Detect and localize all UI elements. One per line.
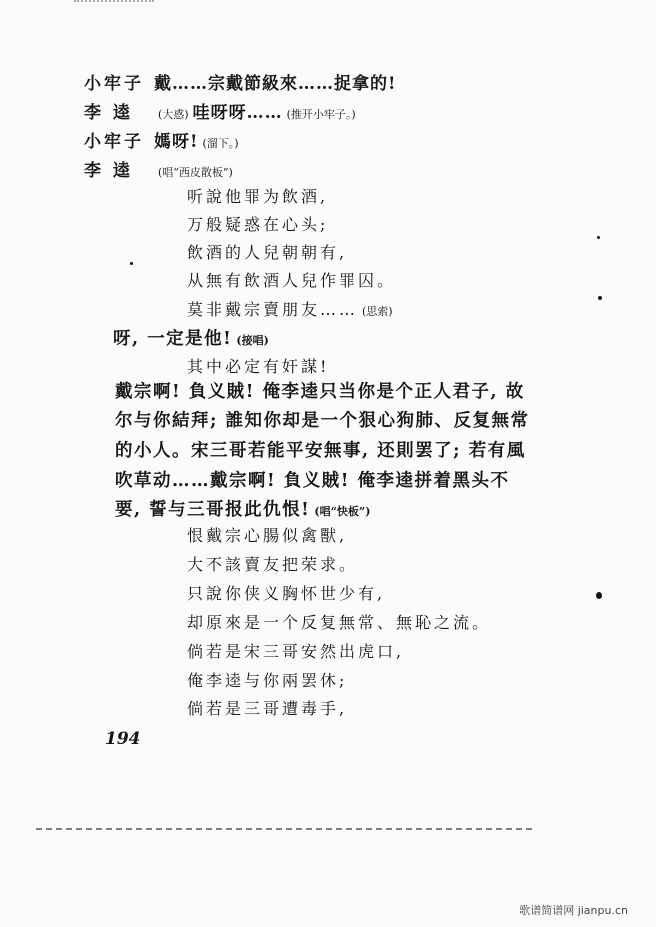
stage-direction: (思索) — [362, 305, 393, 318]
dialogue-line — [113, 328, 273, 352]
stage-direction: (推开小牢子。) — [286, 108, 356, 121]
dialogue-text: 哇呀呀…… — [192, 103, 283, 123]
speaker-name: 小牢子 — [84, 74, 144, 94]
verse-line: 从無有飲酒人兒作罪囚。 — [187, 271, 397, 290]
dialogue-line — [84, 73, 396, 95]
stage-direction: (唱“快板”) — [314, 505, 371, 518]
scan-speck — [130, 262, 133, 265]
verse-line: 万般疑惑在心头; — [187, 215, 329, 234]
dialogue-line — [84, 102, 360, 126]
verse-text: 莫非戴宗賣朋友…… — [187, 300, 359, 319]
scan-artifact — [74, 0, 154, 8]
verse-line — [187, 299, 397, 323]
dialogue-line — [84, 160, 237, 184]
prose-line: 尔与你結拜; 誰知你却是一个狠心狗肺、反复無常 — [115, 411, 530, 431]
dialogue-text: 戴……宗戴節級來……捉拿的! — [154, 74, 397, 94]
prose-line: 吹草动……戴宗啊! 負义賊! 俺李逵拼着黑头不 — [115, 471, 510, 491]
scan-speck — [598, 296, 602, 300]
dialogue-text: 媽呀! — [154, 132, 199, 152]
stage-direction: (接唱) — [236, 334, 269, 347]
stage-direction: (溜下。) — [202, 137, 239, 150]
verse-line: 只說你侠义胸怀世少有, — [187, 584, 386, 603]
verse-line: 俺李逵与你兩罢休; — [187, 671, 348, 690]
prose-line — [115, 499, 374, 523]
dialogue-line — [84, 131, 243, 155]
stage-direction: (唱“西皮散板”) — [158, 166, 233, 179]
speaker-name: 李 逵 — [84, 161, 133, 181]
scan-speck — [596, 592, 602, 599]
scan-speck — [597, 236, 600, 239]
page-number: 194 — [105, 729, 141, 749]
verse-line: 倘若是三哥遭毒手, — [187, 699, 348, 718]
speaker-name: 李 逵 — [84, 103, 133, 123]
dialogue-text: 呀, 一定是他! — [113, 329, 233, 349]
prose-line: 的小人。宋三哥若能平安無事, 还則罢了; 若有風 — [115, 441, 526, 461]
stage-direction: (大惑) — [158, 108, 189, 121]
verse-line: 大不該賣友把荣求。 — [187, 555, 359, 574]
speaker-name: 小牢子 — [84, 132, 144, 152]
prose-text: 要, 誓与三哥报此仇恨! — [115, 500, 311, 520]
verse-line: 却原來是一个反复無常、無恥之流。 — [187, 613, 492, 632]
prose-line: 戴宗啊! 負义賊! 俺李逵只当你是个正人君子, 故 — [115, 382, 525, 402]
verse-line: 其中必定有奸謀! — [187, 357, 330, 376]
verse-line: 听說他罪为飲酒, — [187, 187, 329, 206]
verse-line: 倘若是宋三哥安然出虎口, — [187, 642, 405, 661]
watermark: 歌谱简谱网 jianpu.cn — [519, 904, 628, 917]
verse-line: 飲酒的人兒朝朝有, — [187, 243, 348, 262]
verse-line: 恨戴宗心腸似禽獸, — [187, 526, 348, 545]
scan-artifact-line — [36, 828, 532, 830]
